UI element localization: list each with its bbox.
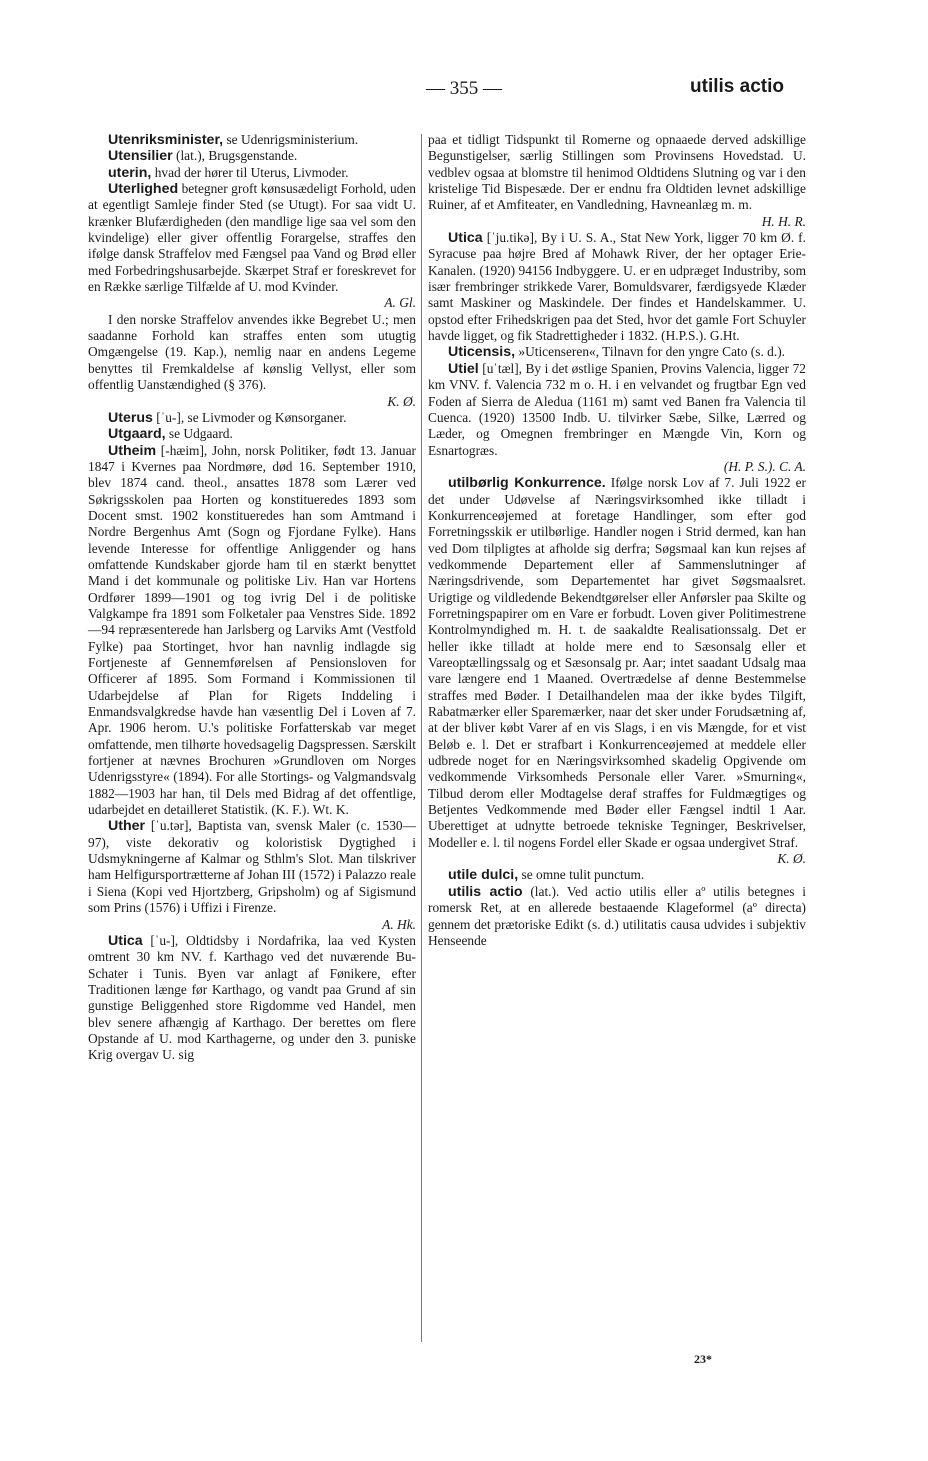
signature-mark: 23*	[694, 1352, 712, 1366]
entry	[88, 933, 416, 1064]
entry-text: I den norske Straffelov anvendes ikke Begrebet U.; men saadanne Forhold kan straffes enten som utugtig Omgængelse (19. Kap.), nemlig naar en andens Legeme benyttes til Fremkaldelse af kønslig Vellyst, eller som offentlig Uanstændighed (§ 376).	[88, 311, 416, 393]
entry-text: »Uticenseren«, Tilnavn for den yngre Cato (s. d.).	[515, 344, 786, 360]
author-signature: A. Hk.	[382, 916, 416, 932]
entry	[428, 867, 806, 883]
page-header	[0, 78, 928, 104]
entry	[88, 426, 416, 442]
headword: Utgaard,	[108, 426, 166, 443]
entry-text: [uˈtæl], By i det østlige Spanien, Provins Valencia, ligger 72 km VNV. f. Valencia 732 m o. H. i en velvandet og frugtbar Egn ved Foden af Sierra de Aledua (1161 m) samt ved Banen fra Valencia til Cuenca. (1920) 13500 Indb. U. tilvirker Sæbe, Silke, Lærred og Læder, og Omegnen frembringer en Mængde Vin, Korn og Esnartogræs.	[428, 360, 806, 458]
headword: Uterus	[108, 409, 153, 426]
running-head: utilis actio	[690, 76, 784, 97]
author-signature: K. Ø.	[777, 851, 806, 867]
entry-text: [ˈu-], Oldtidsby i Nordafrika, laa ved Kysten omtrent 30 km NV. f. Karthago ved det nuværende Bu-Schater i Tunis. Byen var anlagt af Fønikere, efter Traditionen længe før Karthago, og vandt paa Grund af sin gunstige Beliggenhed store Rigdomme ved Handel, men blev senere afhængig af Karthago. Der berettes om flere Opstande af U. mod Karthagerne, og under den 3. puniske Krig overgav U. sig	[88, 932, 416, 1063]
entry-continuation	[428, 132, 806, 214]
column-rule	[421, 134, 422, 1342]
headword: Utenriksminister,	[108, 132, 224, 148]
headword: Utensilier	[108, 148, 173, 165]
author-signature: K. Ø.	[387, 393, 416, 409]
headword: utilbørlig Konkurrence.	[448, 475, 606, 492]
entry-text: [ˈju.tikə], By i U. S. A., Stat New York, ligger 70 km Ø. f. Syracuse paa højre Bred af Mohawk River, der her optager Erie-Kanalen. (1920) 94156 Indbyggere. U. er en udpræget Industriby, som især frembringer strikkede Varer, Bomuldsvarer, færdigsyede Klæder samt Maskiner og Maskindele. Der findes et Handelskammer. U. opstod efter Frihedskrigen paa det Sted, hvor det gamle Fort Schuyler havde ligget, og fik Stadrettigheder i 1832. (H.P.S.). G.Ht.	[428, 230, 806, 344]
entry-text: (lat.). Ved actio utilis eller aº utilis betegnes i romersk Ret, at en allerede bestaaende Klageformel (aº directa) gennem det prætoriske Edikt (s. d.) utilitatis causa udvides i subjektiv Henseende	[428, 883, 806, 948]
headword: Utheim	[108, 442, 157, 459]
entry-text: [-hæim], John, norsk Politiker, født 13. Januar 1847 i Kvernes paa Nordmøre, død 16. September 1910, blev 1874 cand. theol., ansattes 1878 som Lærer ved Søkrigsskolen paa Horten og konstitueredes 1893 som Docent smst. 1902 konstitueredes han som Amtmand i Nordre Bergenhus Amt (Sogn og Fjordane Fylke). Hans levende Interesse for offentlige Anliggender og hans omfattende Kundskaber gjorde ham til en stærkt benyttet Mand i det kommunale og politiske Liv. Han var Hortens Ordfører 1899—1901 og tog ivrig Del i de politiske Valgkampe fra 1891 som Folketaler paa Venstres Side. 1892—94 repræsenterede han Jarlsberg og Larviks Amt (Vestfold Fylke) paa Stortinget, hvor han navnlig indlagde sig Fortjeneste af Gennemførelsen af Pensionsloven for Officerer af 1895. Som Formand i Kommissionen til Udarbejdelse af Plan for Rigets Inddeling i Enmandsvalgkredse havde han væsentlig Del i Loven af 7. Apr. 1906 herom. U.'s politiske Forfatterskab var meget omfattende, men tilhørte hovedsagelig Dagspressen. Særskilt fortjener at nævnes Brochuren »Grundloven om Norges Udenrigsstyre« (1894). For alle Stortings- og Valgmandsvalg 1882—1903 har han, til Dels med Bidrag af det offentlige, udarbejdet en detailleret Statistik. (K. F.). Wt. K.	[88, 442, 416, 818]
entry-text: Ifølge norsk Lov af 7. Juli 1922 er det under Udøvelse af Næringsvirksomhed ikke tilladt i Konkurrenceøjemed at foretage Handlinger, som efter god Forretningsskik er utilbørlige. Handler nogen i Strid dermed, kan han ved Dom tilpligtes at afholde sig derfra; Søgsmaal kan kun rejses af vedkommende Departement eller af Sammenslutninger af Næringsdrivende, som Departementet har givet Søgsmaalsret. Urigtige og vildledende Bekendtgørelser eller Anførsler paa Skilte og Forretningspapirer om en Vare er forbudt. Loven giver Politimestrene Kontrolmyndighed m. H. t. de saakaldte Realisationssalg. Det er heller ikke tilladt at holde mere end to Sæsonsalg eller et Vareoptællingssalg og et Sæsonsalg pr. Aar; intet saadant Udsalg maa vare længere end 1 Maaned. Overtrædelse af denne Bestemmelse straffes med Bøder. I Detailhandelen maa der ikke bydes Tilgift, Rabatmærker eller Sparemærker, naar det sker under Forudsætning af, at der bliver købt Varer af en vis Slags, i en vis Mængde, for et vist Beløb e. l. Det er strafbart i Konkurrenceøjemed at meddele eller udbrede noget for en Næringsvirksomhed skadelig Opgivende om vedkommende Virksomheds Personale eller Varer. »Smurning«, Tilbud derom eller Modtagelse deraf straffes for Fuldmægtiges og Betjentes Vedkommende med Bøder eller Fængsel indtil 1 Aar. Uberettiget at udnytte betroede tekniske Tegninger, Beskrivelser, Modeller e. l. til nogens Fordel eller Skade er ogsaa undergivet Straf.	[428, 475, 806, 850]
headword: Uther	[108, 818, 146, 835]
entry	[88, 410, 416, 426]
headword: utilis actio	[448, 883, 523, 900]
entry-text: se Udgaard.	[165, 426, 233, 442]
entry-text: se omne tulit punctum.	[518, 867, 645, 883]
entry	[88, 181, 416, 295]
entry-text: betegner groft kønsusædeligt Forhold, uden at egentligt Samleje finder Sted (se Utugt). For saa vidt U. krænker Blufærdigheden (den mandlige lige saa vel som den kvindelige) eller giver offentlig Forargelse, straffes den ifølge dansk Straffelov med Fængsel paa Vand og Brød eller med Forbedringshusarbejde. Skærpet Straf er foreskrevet for en Række særlige Tilfælde af U. mod Kvinder.	[88, 181, 416, 295]
entry-text: [ˈu.tər], Baptista van, svensk Maler (c. 1530—97), viste dekorativ og koloristisk Dygtighed i Udsmykningerne af Kalmar og Sthlm's Slot. Man tilskriver ham Helfigursportrætterne af Johan III (1572) i Palazzo reale i Siena (Kopi ved Hjortzberg, Gripsholm) og af Sigismund som Prins (1576) i Uffizi i Firenze.	[88, 818, 416, 916]
headword: Utica	[108, 932, 143, 949]
entry-text: (lat.), Brugsgenstande.	[172, 148, 298, 164]
headword: uterin,	[108, 164, 152, 181]
entry-text: se Udenrigsministerium.	[223, 132, 359, 147]
entry	[88, 312, 416, 394]
entry	[88, 132, 416, 148]
entry	[428, 230, 806, 344]
headword: utile dulci,	[448, 867, 519, 884]
entry	[428, 344, 806, 360]
entry	[428, 884, 806, 949]
author-signature: (H. P. S.). C. A.	[723, 458, 806, 474]
entry	[88, 148, 416, 164]
right-column	[428, 132, 806, 949]
entry	[88, 443, 416, 819]
headword: Utica	[448, 230, 483, 247]
entry-text: paa et tidligt Tidspunkt til Romerne og opnaaede derved adskillige Begunstigelser, særlig Stillingen som Provinsens Hovedstad. U. vedblev ogsaa at blomstre til henimod Oldtidens Slutning og var i den kristelige Tid Bispesæde. Der er endnu fra Oldtiden levnet adskillige Ruiner, af et Amfiteater, en Vandledning, Havneanlæg m. m.	[428, 132, 806, 213]
entry	[428, 475, 806, 851]
entry-text: [ˈu-], se Livmoder og Kønsorganer.	[152, 409, 347, 425]
author-signature: A. Gl.	[384, 295, 416, 311]
author-signature: H. H. R.	[761, 213, 806, 229]
headword: Uterlighed	[108, 181, 179, 198]
entry	[88, 165, 416, 181]
left-column	[88, 132, 416, 1064]
headword: Uticensis,	[448, 344, 516, 361]
entry	[88, 818, 416, 916]
page-number: — 355 —	[426, 78, 502, 99]
entry	[428, 361, 806, 459]
headword: Utiel	[448, 360, 479, 377]
entry-text: hvad der hører til Uterus, Livmoder.	[151, 164, 349, 180]
